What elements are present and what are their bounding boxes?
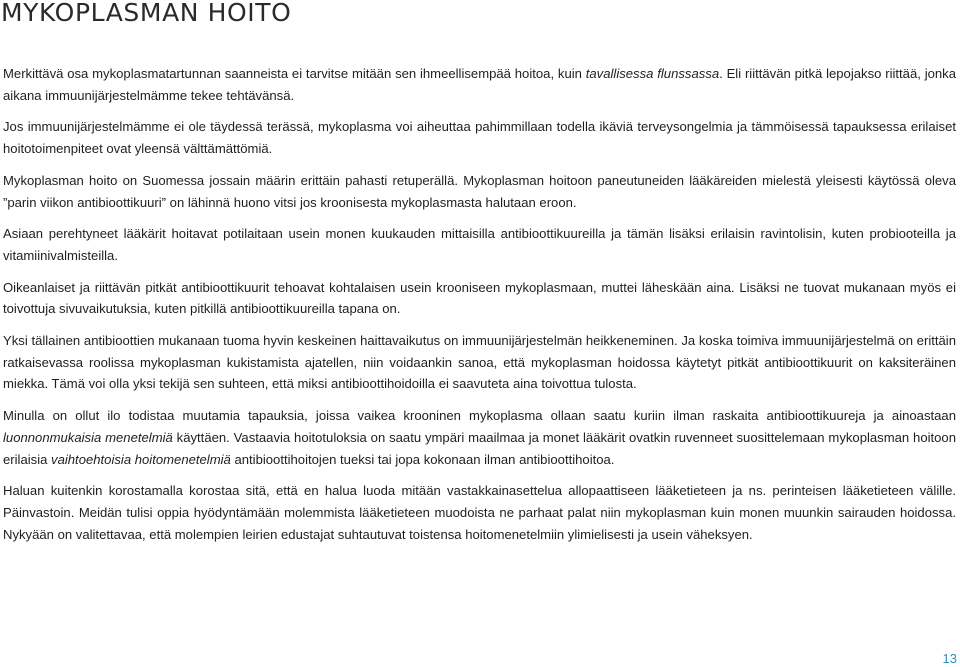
page-number: 13 (942, 651, 957, 666)
emphasis-run: vaihtoehtoisia hoitomenetelmiä (51, 451, 231, 467)
paragraph (3, 277, 956, 320)
paragraph (3, 116, 956, 159)
paragraph (3, 170, 956, 213)
text-run: . Eli riittävän pitkä lepojakso riittää, jonka aikana immuunijärjestelmämme tekee tehtävänsä. (3, 66, 956, 103)
paragraph (3, 330, 956, 395)
emphasis-run: luonnonmukaisia menetelmiä (3, 429, 173, 445)
text-run: Yksi tällainen antibioottien mukanaan tuoma hyvin keskeinen haittavaikutus on immuunijärjestelmän heikkeneminen. Ja koska toimiva immuunijärjestelmä on erittäin ratkaisevassa roolissa mykoplasman kukistamista ajatellen, niin voidaankin sanoa, että mykoplasman hoidossa käytetyt pitkät antibioottikuurit on kaksiteräinen miekka. Tämä voi olla yksi tekijä sen suhteen, että miksi antibioottihoidoilla ei saavuteta aina toivottua tulosta. (3, 333, 956, 392)
page-title: MYKOPLASMAN HOITO (1, 0, 292, 27)
paragraph (3, 480, 956, 545)
paragraph (3, 223, 956, 266)
text-run: Merkittävä osa mykoplasmatartunnan saanneista ei tarvitse mitään sen ihmeellisempää hoitoa, kuin (3, 66, 586, 81)
document-body (3, 63, 956, 555)
emphasis-run: tavallisessa flunssassa (585, 66, 720, 81)
text-run: Minulla on ollut ilo todistaa muutamia tapauksia, joissa vaikea krooninen mykoplasma ollaan saatu kuriin ilman raskaita antibioottikuureja ja ainoastaan (3, 408, 956, 424)
paragraph (3, 405, 956, 470)
text-run: Oikeanlaiset ja riittävän pitkät antibioottikuurit tehoavat kohtalaisen usein krooniseen mykoplasmaan, muttei läheskään aina. Lisäksi ne tuovat mukanaan myös ei toivottuja sivuvaikutuksia, kuten pitkillä antibioottikuureilla tapana on. (3, 279, 956, 317)
text-run: Asiaan perehtyneet lääkärit hoitavat potilaitaan usein monen kuukauden mittaisilla antibioottikuureilla ja tämän lisäksi erilaisin ravintolisin, kuten probiooteilla ja vitamiinivalmisteilla. (3, 226, 956, 263)
text-run: Jos immuunijärjestelmämme ei ole täydessä terässä, mykoplasma voi aiheuttaa pahimmillaan todella ikäviä terveysongelmia ja tämmöisessä tapauksessa erilaiset hoitotoimenpiteet ovat yleensä välttämättömiä. (3, 119, 956, 157)
text-run: käyttäen. Vastaavia hoitotuloksia on saatu ympäri maailmaa ja monet lääkärit ovatkin ruvenneet suosittelemaan mykoplasman hoitoon erilaisia (3, 429, 956, 467)
text-run: antibioottihoitojen tueksi tai jopa kokonaan ilman antibioottihoitoa. (230, 451, 615, 467)
text-run: Haluan kuitenkin korostamalla korostaa sitä, että en halua luoda mitään vastakkainasettelua allopaattiseen lääketieteen ja ns. perinteisen lääketieteen välille. Päinvastoin. Meidän tulisi oppia hyödyntämään molemmista lääketieteen muodoista ne parhaat palat niin mykoplasman kuin monen muunkin sairauden hoidossa. Nykyään on valitettavaa, että molempien leirien edustajat suhtautuvat toistensa hoitomenetelmiin ylimielisesti ja usein väheksyen. (3, 483, 956, 542)
text-run: Mykoplasman hoito on Suomessa jossain määrin erittäin pahasti retuperällä. Mykoplasman hoitoon paneutuneiden lääkäreiden mielestä yleisesti käytössä oleva ”parin viikon antibioottikuuri” on lähinnä huono vitsi jos kroonisesta mykoplasmasta halutaan eroon. (3, 172, 956, 210)
paragraph (3, 63, 956, 106)
